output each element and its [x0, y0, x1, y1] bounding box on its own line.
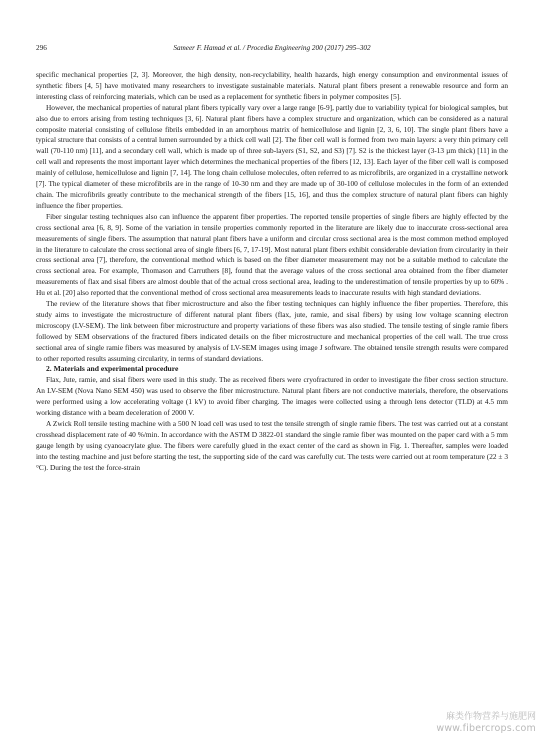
section-heading: 2. Materials and experimental procedure [46, 364, 179, 374]
paragraph: specific mechanical properties [2, 3]. Moreover, the high density, non-recyclability, health hazards, high energy consumption and environmental issues of synthetic fibers [4, 5] have motivated many researchers to investigate sustainable materials. Natural plant fibers present a renewable resource and form an interesting class of reinforcing materials, which can be used as a replacement for synthetic fibers in polymer composites [5]. [36, 70, 508, 101]
body-text [36, 70, 508, 474]
watermark-title: 麻类作物营养与施肥网 [445, 712, 536, 722]
journal-citation: Sameer F. Hamad et al. / Procedia Engineering 200 (2017) 295–302 [173, 44, 371, 52]
site-watermark [418, 711, 536, 737]
page-number: 296 [36, 44, 47, 52]
running-head [36, 42, 508, 54]
paragraph: Fiber singular testing techniques also can influence the apparent fiber properties. The reported tensile properties of single fibers are highly effected by the cross sectional area [6, 8, 9]. Some of the variation in tensile properties commonly reported in the literature are likely due to inaccurate cross-sectional area measurements of single fibers. The assumption that natural plant fibers have a uniform and circular cross sectional area is the most common method employed in the literature to calculate the cross sectional area of single fibers [6, 7, 17-19]. Most natural plant fibers exhibit considerable deviation from circularity in their cross sectional area [7], therefore, the conventional method which is based on the fiber diameter measurement may not be a suitable method to calculate the cross sectional area. For example, Thomason and Carruthers [8], found that the average values of the cross sectional area obtained from the fiber diameter measurements of flax and sisal fibers are almost double that of the actual cross sectional area, leading to the underestimation of tensile properties by up to 60% . Hu et al. [20] also reported that the conventional method of cross sectional area measurements leads to inaccurate results with high standard deviations. [36, 211, 508, 298]
watermark-url: www.fibercrops.com [436, 723, 536, 734]
paragraph: A Zwick Roll tensile testing machine with a 500 N load cell was used to test the tensile strength of single ramie fibers. The test was carried out at a constant crosshead displacement rate of 40 %/min. In accordance with the ASTM D 3822-01 standard the single ramie fiber was mounted on the paper card with a 5 mm gauge length by using cyanoacrylate glue. The fibers were carefully glued in the exact center of the card as shown in Fig. 1. Thereafter, samples were loaded into the testing machine and just before starting the test, the supporting side of the card was carefully cut. The tests were carried out at room temperature (22 ± 3 °C). During the test the force-strain [36, 419, 508, 472]
paragraph: The review of the literature shows that fiber microstructure and also the fiber testing techniques can highly influence the fiber properties. Therefore, this study aims to investigate the microstructure of different natural plant fibers (flax, jute, ramie, and sisal fibers) by using low voltage scanning electron microscopy (LV-SEM). The link between fiber microstructure and property variations of these fibers was also studied. The tensile testing of single ramie fibers followed by SEM observations of the fractured fibers indicated details on the fiber microstructure and mechanical properties of the cell wall. The true cross sectional area of single ramie fibers was measured by analysis of LV-SEM images using image J software. The obtained tensile strength results were compared to other reported results assuming circularity, in terms of standard deviations. [36, 299, 508, 363]
paragraph: Flax, Jute, ramie, and sisal fibers were used in this study. The as received fibers were cryofractured in order to investigate the fiber cross section structure. An LV-SEM (Nova Nano SEM 450) was used to observe the fiber microstructure. Natural plant fibers are not conductive materials, therefore, the observations were performed using a low accelerating voltage (1 kV) to avoid fiber charging. The images were collected using a through lens detector (TLD) at 4.5 mm working distance with a beam deceleration of 2000 V. [36, 375, 508, 418]
paragraph: However, the mechanical properties of natural plant fibers typically vary over a large range [6-9], partly due to variability typical for biological samples, but also due to errors arising from testing techniques [3, 6]. Natural plant fibers have a complex structure and organization, which can be considered as a natural composite material consisting of cellulose fibrils embedded in an amorphous matrix of hemicellulose and lignin [2, 3, 6, 10]. The single plant fibers have a typical structure that consists of a central lumen surrounded by a thick cell wall [2]. The fiber cell wall is formed from two main layers: a very thin primary cell wall (70-110 nm) [11], and a secondary cell wall, which is made up of three sub-layers (S1, S2, and S3) [7]. S2 is the thickest layer (3-13 µm thick) [11] in the cell wall and represents the most important layer which determines the mechanical properties of the fibers [12, 13]. Each layer of the fiber cell wall is composed mainly of cellulose, hemicellulose and lignin [7, 14]. The long chain cellulose molecules, often referred to as microfibrils, are organized in a crystalline network [7]. The typical diameter of these microfibrils are in the range of 10-30 nm and they are made up of 30-100 of cellulose molecules in the form of an extended chain. The microfibrils greatly contribute to the mechanical strength of the fibers [15, 16], and thus the complex structure of natural plant fibers can highly influence the fiber properties. [36, 102, 508, 210]
